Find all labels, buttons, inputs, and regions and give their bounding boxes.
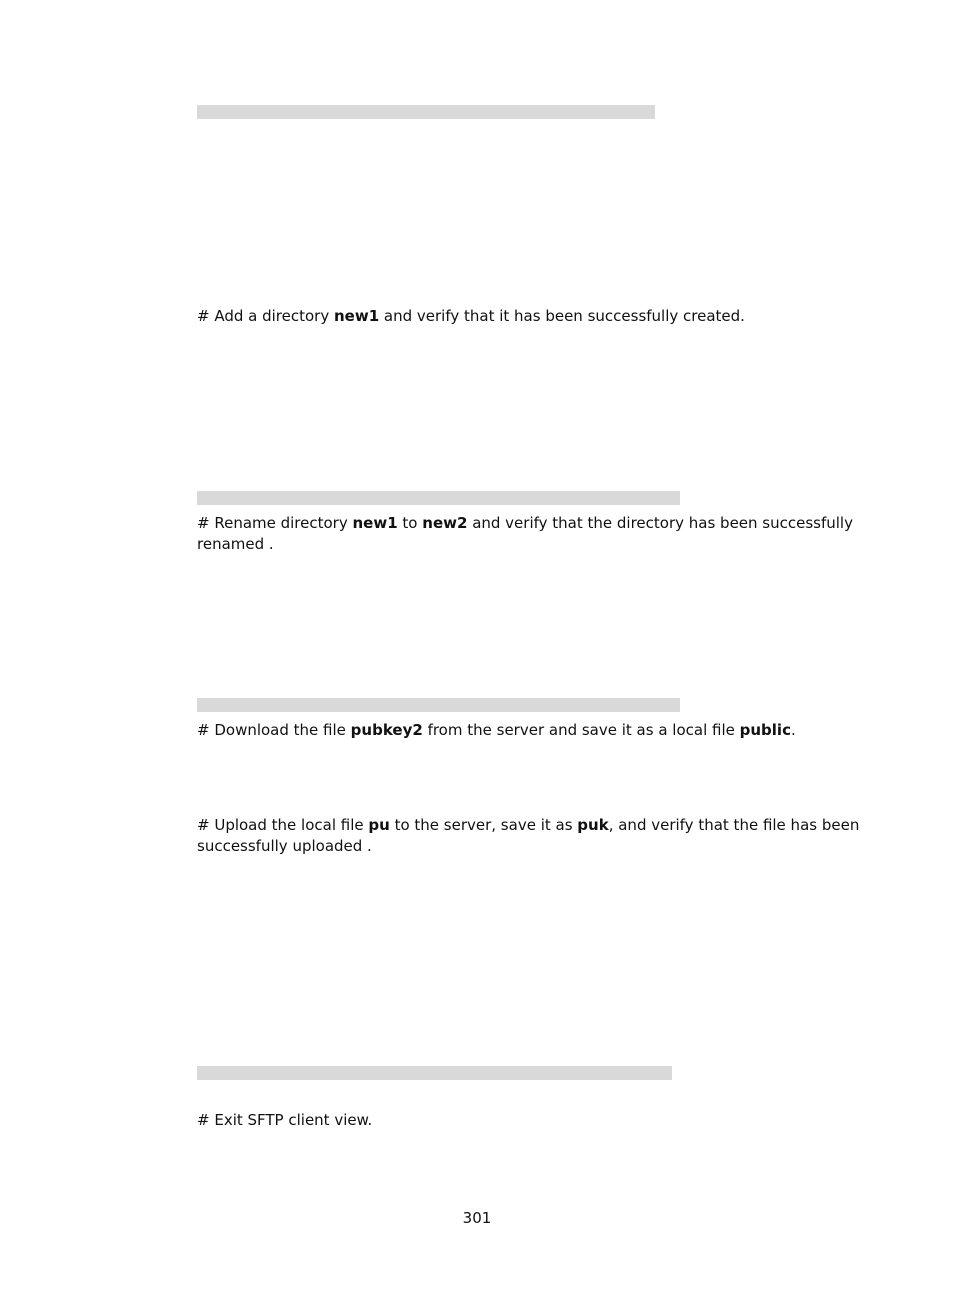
step-exit-sftp xyxy=(197,1110,867,1131)
step-text: # Upload the local file xyxy=(197,816,369,834)
step-upload-file xyxy=(197,815,867,857)
step-text: and verify that the directory has been successfully renamed . xyxy=(197,514,853,553)
local-file-name: pu xyxy=(368,816,390,834)
step-text: # Download the file xyxy=(197,721,351,739)
step-text: to the server, save it as xyxy=(389,816,578,834)
step-rename-directory xyxy=(197,513,867,555)
step-text: to xyxy=(397,514,423,532)
step-text: . xyxy=(790,721,796,739)
step-text: # Add a directory xyxy=(197,307,334,325)
code-block-bar-3 xyxy=(197,698,680,712)
step-text: and verify that it has been successfully created. xyxy=(379,307,745,325)
code-block-bar-1 xyxy=(197,105,655,119)
step-add-directory xyxy=(197,306,867,327)
local-file-name: public xyxy=(739,721,791,739)
step-download-file xyxy=(197,720,867,741)
remote-file-name: pubkey2 xyxy=(350,721,423,739)
page-number: 301 xyxy=(462,1209,492,1227)
step-text: from the server and save it as a local file xyxy=(422,721,740,739)
directory-name-old: new1 xyxy=(352,514,398,532)
step-text: # Exit SFTP client view. xyxy=(197,1111,373,1129)
directory-name-new: new2 xyxy=(422,514,468,532)
directory-name: new1 xyxy=(333,307,380,325)
remote-file-name: puk xyxy=(577,816,609,834)
code-block-bar-2 xyxy=(197,491,680,505)
step-text: # Rename directory xyxy=(197,514,353,532)
step-text: , and verify that the file has been successfully uploaded . xyxy=(197,816,860,855)
code-block-bar-4 xyxy=(197,1066,672,1080)
